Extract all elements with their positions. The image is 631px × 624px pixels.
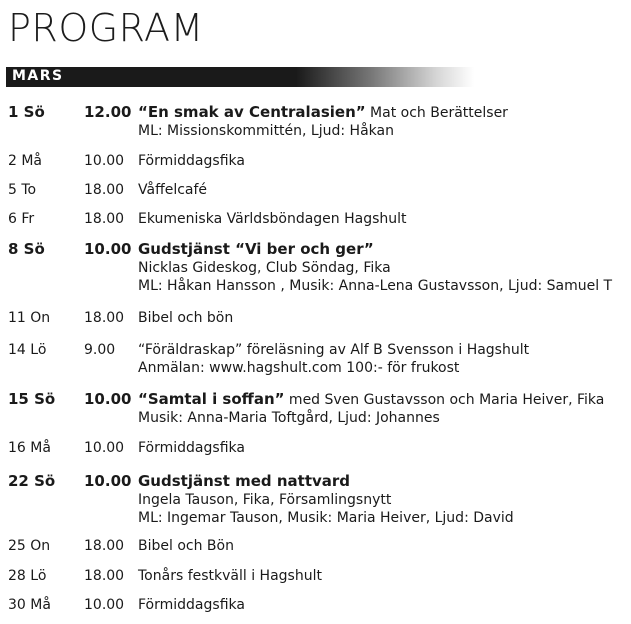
event-time: 10.00 xyxy=(84,472,132,490)
event-date: 5 To xyxy=(8,182,37,198)
event-date: 14 Lö xyxy=(8,342,47,358)
event-title: “En smak av Centralasien” xyxy=(138,103,366,121)
page-title: PROGRAM xyxy=(8,6,204,50)
event-time: 18.00 xyxy=(84,211,125,227)
event-description xyxy=(138,472,514,527)
event-description xyxy=(138,210,407,228)
event-description xyxy=(138,341,529,377)
event-description xyxy=(138,181,207,199)
event-description xyxy=(138,439,245,457)
event-date: 1 Sö xyxy=(8,103,45,121)
event-description xyxy=(138,567,322,585)
event-time: 10.00 xyxy=(84,597,125,613)
event-date: 16 Må xyxy=(8,440,51,456)
event-detail: Anmälan: www.hagshult.com 100:- för frukost xyxy=(138,360,460,376)
event-time: 12.00 xyxy=(84,103,132,121)
event-description xyxy=(138,152,245,170)
event-time: 18.00 xyxy=(84,568,125,584)
event-text: Förmiddagsfika xyxy=(138,153,245,169)
event-date: 11 On xyxy=(8,310,51,326)
event-description xyxy=(138,596,245,614)
event-date: 15 Sö xyxy=(8,390,56,408)
event-description xyxy=(138,390,604,427)
event-time: 10.00 xyxy=(84,240,132,258)
event-time: 10.00 xyxy=(84,153,125,169)
event-date: 28 Lö xyxy=(8,568,47,584)
event-detail: Nicklas Gideskog, Club Söndag, Fika xyxy=(138,260,391,276)
event-date: 22 Sö xyxy=(8,472,56,490)
event-detail: ML: Missionskommittén, Ljud: Håkan xyxy=(138,123,394,139)
event-time: 18.00 xyxy=(84,538,125,554)
event-date: 30 Må xyxy=(8,597,51,613)
event-detail: ML: Ingemar Tauson, Musik: Maria Heiver, Ljud: David xyxy=(138,510,514,526)
event-detail: Ingela Tauson, Fika, Församlingsnytt xyxy=(138,492,392,508)
event-text: Mat och Berättelser xyxy=(365,105,508,121)
event-date: 2 Må xyxy=(8,153,43,169)
event-description xyxy=(138,240,612,295)
event-time: 18.00 xyxy=(84,310,125,326)
event-date: 8 Sö xyxy=(8,240,45,258)
month-label: MARS xyxy=(12,68,64,84)
event-text: Bibel och Bön xyxy=(138,538,234,554)
event-detail: Musik: Anna-Maria Toftgård, Ljud: Johannes xyxy=(138,410,440,426)
event-text: “Föräldraskap” föreläsning av Alf B Svensson i Hagshult xyxy=(138,342,530,358)
event-text: Våffelcafé xyxy=(138,182,208,198)
event-time: 9.00 xyxy=(84,342,116,358)
event-time: 18.00 xyxy=(84,182,125,198)
event-text: Tonårs festkväll i Hagshult xyxy=(138,568,322,584)
event-description xyxy=(138,537,234,555)
event-text: Förmiddagsfika xyxy=(138,440,245,456)
event-time: 10.00 xyxy=(84,440,125,456)
event-title: Gudstjänst “Vi ber och ger” xyxy=(138,240,374,258)
event-time: 10.00 xyxy=(84,390,132,408)
event-date: 25 On xyxy=(8,538,51,554)
event-description xyxy=(138,103,508,140)
event-text: Bibel och bön xyxy=(138,310,234,326)
event-text: Förmiddagsfika xyxy=(138,597,245,613)
month-header-bar xyxy=(6,67,474,87)
event-title: “Samtal i soffan” xyxy=(138,390,285,408)
event-text: Ekumeniska Världsböndagen Hagshult xyxy=(138,211,407,227)
event-detail: ML: Håkan Hansson , Musik: Anna-Lena Gustavsson, Ljud: Samuel T xyxy=(138,278,613,294)
event-title: Gudstjänst med nattvard xyxy=(138,472,351,490)
event-text: med Sven Gustavsson och Maria Heiver, Fika xyxy=(284,392,605,408)
event-date: 6 Fr xyxy=(8,211,35,227)
event-description xyxy=(138,309,233,327)
